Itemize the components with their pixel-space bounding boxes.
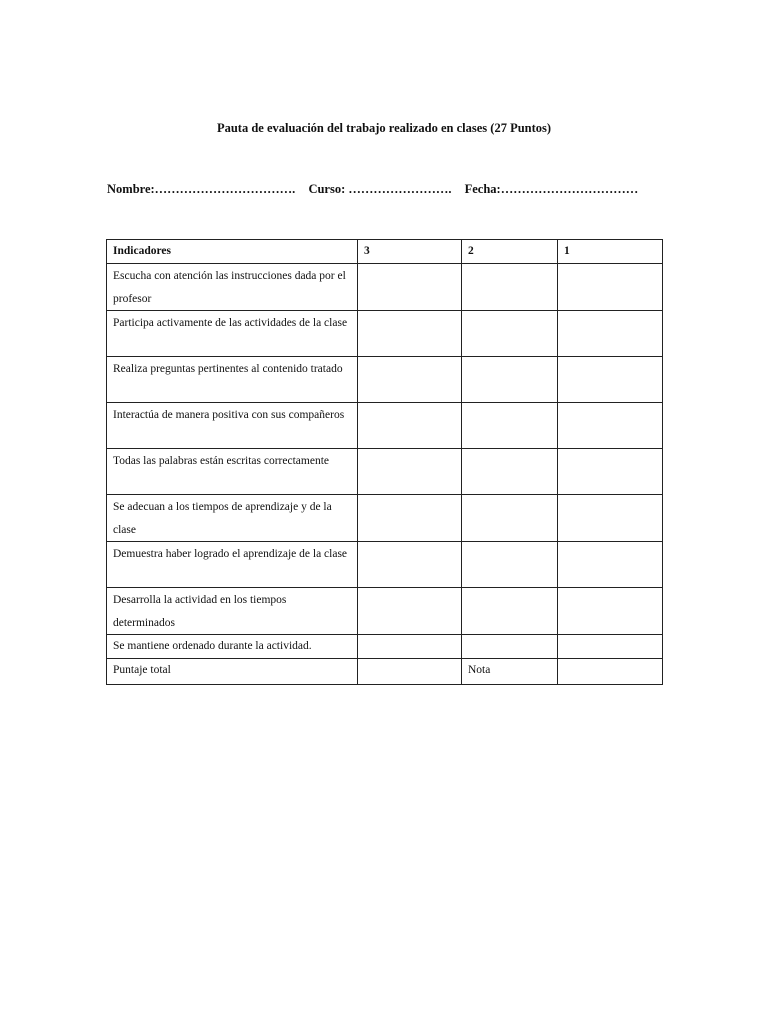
- table-row: [107, 449, 663, 495]
- score-3-cell[interactable]: [358, 449, 462, 495]
- table-row: [107, 542, 663, 588]
- indicator-cell: Participa activamente de las actividades de la clase: [107, 311, 358, 357]
- score-3-cell[interactable]: [358, 635, 462, 659]
- nota-label-cell: Nota: [462, 659, 558, 685]
- table-row: [107, 264, 663, 311]
- header-score-1: 1: [558, 240, 663, 264]
- score-1-cell[interactable]: [558, 311, 663, 357]
- indicator-cell: Se mantiene ordenado durante la actividad.: [107, 635, 358, 659]
- indicator-cell: Escucha con atención las instrucciones dada por el profesor: [107, 264, 358, 311]
- score-3-cell[interactable]: [358, 542, 462, 588]
- curso-field: Curso: …………………….: [308, 182, 452, 196]
- total-row: [107, 659, 663, 685]
- score-1-cell[interactable]: [558, 542, 663, 588]
- fecha-field: Fecha:……………………………: [464, 182, 639, 196]
- indicator-cell: Todas las palabras están escritas correctamente: [107, 449, 358, 495]
- score-1-cell[interactable]: [558, 635, 663, 659]
- total-score-cell[interactable]: [358, 659, 462, 685]
- table-header-row: [107, 240, 663, 264]
- score-2-cell[interactable]: [462, 542, 558, 588]
- indicator-cell: Se adecuan a los tiempos de aprendizaje y de la clase: [107, 495, 358, 542]
- header-score-2: 2: [462, 240, 558, 264]
- score-2-cell[interactable]: [462, 635, 558, 659]
- nota-value-cell[interactable]: [558, 659, 663, 685]
- indicator-cell: Realiza preguntas pertinentes al contenido tratado: [107, 357, 358, 403]
- score-1-cell[interactable]: [558, 403, 663, 449]
- total-label-cell: Puntaje total: [107, 659, 358, 685]
- indicator-cell: Demuestra haber logrado el aprendizaje de la clase: [107, 542, 358, 588]
- score-2-cell[interactable]: [462, 311, 558, 357]
- score-3-cell[interactable]: [358, 357, 462, 403]
- nombre-field: Nombre:…………………………….: [107, 182, 296, 196]
- score-3-cell[interactable]: [358, 403, 462, 449]
- score-2-cell[interactable]: [462, 264, 558, 311]
- score-1-cell[interactable]: [558, 495, 663, 542]
- score-2-cell[interactable]: [462, 588, 558, 635]
- score-3-cell[interactable]: [358, 588, 462, 635]
- evaluation-table: [106, 239, 663, 685]
- student-info-line: [107, 182, 638, 197]
- table-row: [107, 403, 663, 449]
- score-3-cell[interactable]: [358, 311, 462, 357]
- score-1-cell[interactable]: [558, 588, 663, 635]
- header-indicadores: Indicadores: [107, 240, 358, 264]
- score-3-cell[interactable]: [358, 264, 462, 311]
- score-2-cell[interactable]: [462, 357, 558, 403]
- table-row: [107, 357, 663, 403]
- score-3-cell[interactable]: [358, 495, 462, 542]
- table-row: [107, 635, 663, 659]
- score-2-cell[interactable]: [462, 449, 558, 495]
- table-row: [107, 588, 663, 635]
- indicator-cell: Desarrolla la actividad en los tiempos determinados: [107, 588, 358, 635]
- header-score-3: 3: [358, 240, 462, 264]
- score-1-cell[interactable]: [558, 357, 663, 403]
- table-row: [107, 495, 663, 542]
- score-1-cell[interactable]: [558, 449, 663, 495]
- indicator-cell: Interactúa de manera positiva con sus compañeros: [107, 403, 358, 449]
- page-title: Pauta de evaluación del trabajo realizado en clases (27 Puntos): [216, 121, 552, 135]
- score-2-cell[interactable]: [462, 495, 558, 542]
- score-1-cell[interactable]: [558, 264, 663, 311]
- table-row: [107, 311, 663, 357]
- score-2-cell[interactable]: [462, 403, 558, 449]
